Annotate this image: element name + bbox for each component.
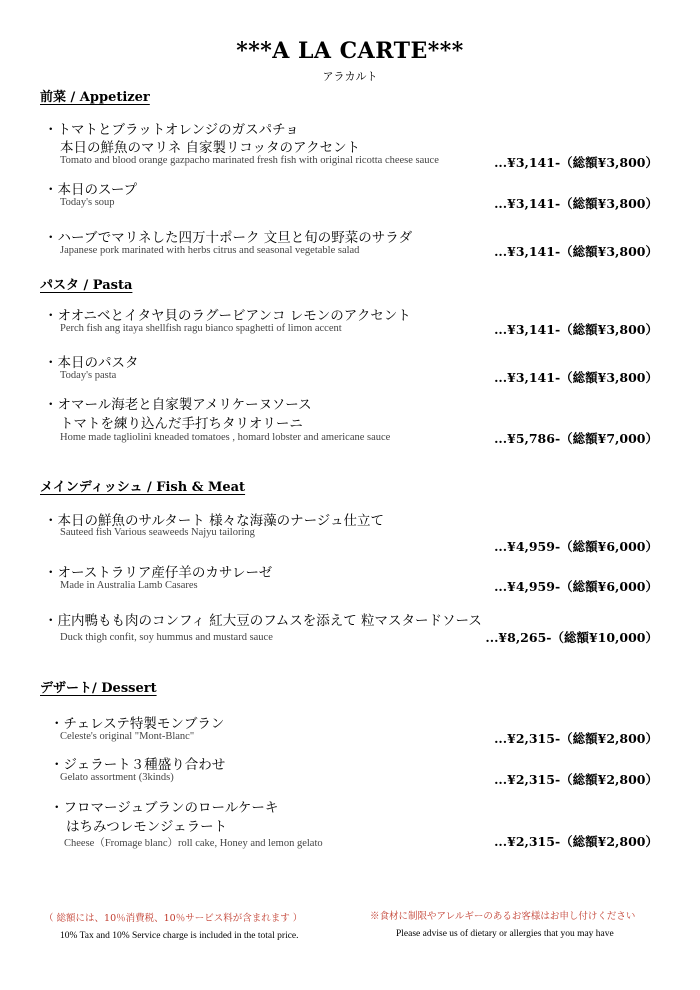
menu-item-english: Gelato assortment (3kinds) bbox=[60, 772, 174, 783]
menu-item-price: ...¥5,786-（総額¥7,000） bbox=[494, 431, 658, 446]
allergy-note-jp: ※食材に制限やアレルギーのあるお客様はお申し付けください bbox=[370, 911, 636, 922]
section-heading-main: メインディッシュ / Fish & Meat bbox=[40, 480, 246, 495]
menu-item-price: ...¥3,141-（総額¥3,800） bbox=[494, 244, 658, 259]
menu-item-english: Tomato and blood orange gazpacho marinated fresh fish with original ricotta cheese sauce bbox=[60, 155, 439, 166]
menu-item-name: ・オオニベとイタヤ貝のラグービアンコ レモンのアクセント bbox=[44, 308, 411, 324]
menu-item-name: ・トマトとブラットオレンジのガスパチョ bbox=[44, 122, 299, 138]
menu-item-name: ・オマール海老と自家製アメリケーヌソース bbox=[44, 397, 312, 413]
allergy-note-en: Please advise us of dietary or allergies that you may have bbox=[396, 929, 614, 939]
section-heading-dessert: デザート/ Dessert bbox=[40, 681, 157, 696]
menu-item-price: ...¥3,141-（総額¥3,800） bbox=[494, 155, 658, 170]
menu-item-price: ...¥3,141-（総額¥3,800） bbox=[494, 322, 658, 337]
menu-item-name: ・本日のパスタ bbox=[44, 355, 139, 371]
menu-item-price: ...¥2,315-（総額¥2,800） bbox=[494, 731, 658, 746]
menu-item-english: Duck thigh confit, soy hummus and mustard sauce bbox=[60, 632, 273, 643]
menu-item-english: Japanese pork marinated with herbs citrus and seasonal vegetable salad bbox=[60, 245, 360, 256]
section-heading-pasta: パスタ / Pasta bbox=[40, 278, 133, 293]
menu-item-english: Celeste's original "Mont-Blanc" bbox=[60, 731, 195, 742]
menu-item-english: Sauteed fish Various seaweeds Najyu tailoring bbox=[60, 527, 255, 538]
menu-item-name: ・ハーブでマリネした四万十ポーク 文旦と旬の野菜のサラダ bbox=[44, 230, 413, 246]
menu-item-price: ...¥2,315-（総額¥2,800） bbox=[494, 834, 658, 849]
menu-item-english: Cheese（Fromage blanc）roll cake, Honey and lemon gelato bbox=[64, 838, 323, 849]
menu-item-price: ...¥4,959-（総額¥6,000） bbox=[494, 539, 658, 554]
menu-item-english: Made in Australia Lamb Casares bbox=[60, 580, 198, 591]
tax-note-jp: （ 総額には、10％消費税、10％サービス料が含まれます ） bbox=[44, 913, 303, 924]
menu-item-name: ・チェレステ特製モンブラン bbox=[50, 716, 225, 732]
menu-item-price: ...¥3,141-（総額¥3,800） bbox=[494, 370, 658, 385]
menu-item-english: Today's pasta bbox=[60, 370, 117, 381]
menu-item-english: Today's soup bbox=[60, 197, 115, 208]
menu-item-name: ・庄内鴨もも肉のコンフィ 紅大豆のフムスを添えて 粒マスタードソース bbox=[44, 613, 482, 629]
menu-item-name: ・本日の鮮魚のサルタート 様々な海藻のナージュ仕立て bbox=[44, 513, 385, 529]
page-subtitle: アラカルト bbox=[322, 70, 378, 83]
menu-item-name-line2: はちみつレモンジェラート bbox=[66, 819, 228, 835]
section-heading-appetizer: 前菜 / Appetizer bbox=[40, 90, 150, 105]
menu-item-price: ...¥4,959-（総額¥6,000） bbox=[494, 579, 658, 594]
menu-item-name-line2: トマトを練り込んだ手打ちタリオリーニ bbox=[60, 416, 303, 432]
menu-item-name: ・ジェラート３種盛り合わせ bbox=[50, 757, 226, 773]
menu-item-english: Home made tagliolini kneaded tomatoes , homard lobster and americane sauce bbox=[60, 432, 391, 443]
menu-item-price: ...¥2,315-（総額¥2,800） bbox=[494, 772, 658, 787]
tax-note-en: 10% Tax and 10% Service charge is included in the total price. bbox=[60, 931, 299, 941]
menu-item-price: ...¥3,141-（総額¥3,800） bbox=[494, 196, 658, 211]
menu-item-english: Perch fish ang itaya shellfish ragu bianco spaghetti of limon accent bbox=[60, 323, 342, 334]
menu-item-name: ・本日のスープ bbox=[44, 182, 138, 198]
menu-item-name: ・オーストラリア産仔羊のカサレーゼ bbox=[44, 565, 273, 581]
menu-item-name: ・フロマージュブランのロールケーキ bbox=[50, 800, 279, 816]
menu-item-price: ...¥8,265-（総額¥10,000） bbox=[485, 630, 658, 645]
menu-item-name-line2: 本日の鮮魚のマリネ 自家製リコッタのアクセント bbox=[60, 140, 361, 156]
page-title: ***A LA CARTE*** bbox=[236, 38, 464, 64]
